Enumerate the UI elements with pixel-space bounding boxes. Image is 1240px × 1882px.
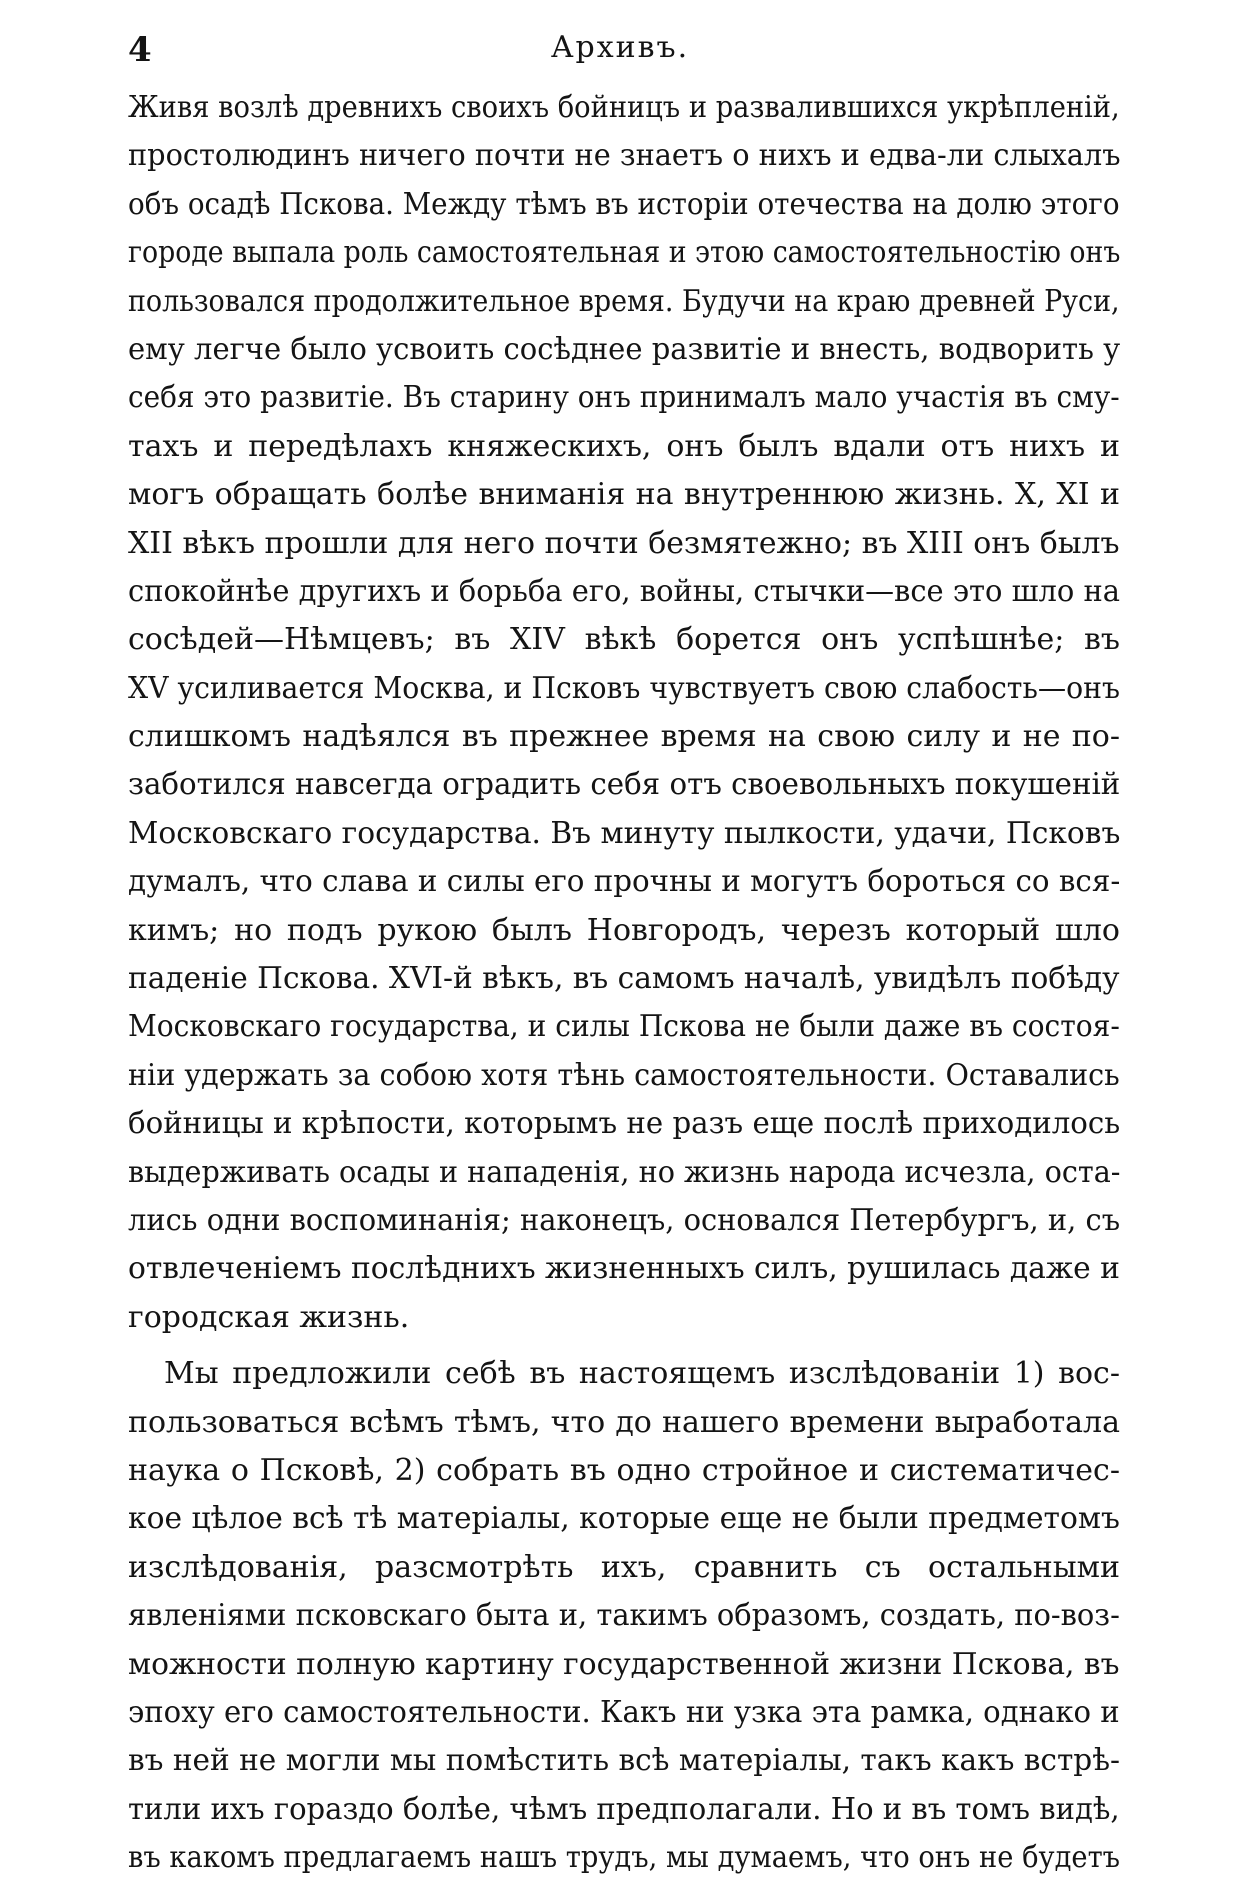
text-line: Живя возлѣ древнихъ своихъ бойницъ и развалившихся укрѣпленій, [128, 90, 1120, 125]
page-number: 4 [128, 30, 152, 70]
text-line: лись одни воспоминанія; наконецъ, основался Петербургъ, и, съ [128, 1202, 1121, 1238]
text-line: въ какомъ предлагаемъ нашъ трудъ, мы думаемъ, что онъ не будетъ [128, 1840, 1121, 1876]
text-line: пользовался продолжительное время. Будучи на краю древней Руси, [128, 283, 1120, 319]
text-line: думалъ, что слава и силы его прочны и могутъ бороться со вся- [128, 864, 1121, 900]
text-line: бойницы и крѣпости, которымъ не разъ еще послѣ приходилось [128, 1106, 1121, 1142]
text-line: изслѣдованія, разсмотрѣть ихъ, сравнить съ остальными [128, 1549, 1120, 1585]
text-line: кое цѣлое всѣ тѣ матеріалы, которые еще не были предметомъ [128, 1501, 1120, 1537]
text-line: городе выпала роль самостоятельная и этою самостоятельностію онъ [128, 235, 1121, 271]
paragraph-1 [128, 84, 1120, 1342]
text-line: Московскаго государства, и силы Пскова не были даже въ состоя- [128, 1009, 1120, 1045]
text-line: простолюдинъ ничего почти не знаетъ о нихъ и едва-ли слыхалъ [128, 138, 1121, 174]
text-line: слишкомъ надѣялся въ прежнее время на свою силу и не по- [128, 719, 1120, 755]
text-line: эпоху его самостоятельности. Какъ ни узка эта рамка, однако и [128, 1694, 1120, 1730]
text-line: паденіе Пскова. XVI-й вѣкъ, въ самомъ началѣ, увидѣлъ побѣду [128, 961, 1120, 997]
text-line: отвлеченіемъ послѣднихъ жизненныхъ силъ, рушилась даже и [128, 1251, 1120, 1287]
text-line: выдерживать осады и нападенія, но жизнь народа исчезла, оста- [128, 1154, 1121, 1190]
text-line: явленіями псковскаго быта и, такимъ образомъ, создать, по-воз- [128, 1598, 1120, 1634]
paragraph-2 [128, 1350, 1120, 1882]
text-line: спокойнѣе другихъ и борьба его, войны, стычки—все это шло на [128, 573, 1121, 609]
text-line: ему легче было усвоить сосѣднее развитіе и внесть, водворить у [128, 331, 1121, 367]
text-line: можности полную картину государственной жизни Пскова, въ [128, 1646, 1120, 1682]
text-line: Мы предложили себѣ въ настоящемъ изслѣдованіи 1) вос- [164, 1356, 1120, 1392]
text-line: городская жизнь. [128, 1299, 410, 1335]
text-line: тили ихъ гораздо болѣе, чѣмъ предполагали. Но и въ томъ видѣ, [128, 1791, 1120, 1827]
text-line: могъ обращать болѣе вниманія на внутреннюю жизнь. X, XI и [128, 477, 1120, 513]
text-line: себя это развитіе. Въ старину онъ принималъ мало участія въ сму- [128, 380, 1120, 416]
text-line: тахъ и передѣлахъ княжескихъ, онъ былъ вдали отъ нихъ и [128, 428, 1120, 464]
running-title: Архивъ. [550, 30, 690, 65]
text-line: XII вѣкъ прошли для него почти безмятежно; въ XIII онъ былъ [128, 525, 1120, 561]
text-line: XV усиливается Москва, и Псковъ чувствуетъ свою слабость—онъ [128, 670, 1120, 706]
text-line: наука о Псковѣ, 2) собрать въ одно стройное и систематичес- [128, 1452, 1120, 1488]
text-line: сосѣдей—Нѣмцевъ; въ XIV вѣкѣ борется онъ успѣшнѣе; въ [128, 622, 1120, 658]
text-line: ніи удержать за собою хотя тѣнь самостоятельности. Оставались [128, 1057, 1120, 1093]
text-line: кимъ; но подъ рукою былъ Новгородъ, черезъ который шло [128, 912, 1120, 948]
text-line: объ осадѣ Пскова. Между тѣмъ въ исторіи отечества на долю этого [128, 186, 1120, 222]
text-line: Московскаго государства. Въ минуту пылкости, удачи, Псковъ [128, 815, 1121, 851]
text-line: пользоваться всѣмъ тѣмъ, что до нашего времени выработала [128, 1404, 1120, 1440]
text-line: въ ней не могли мы помѣстить всѣ матеріалы, такъ какъ встрѣ- [128, 1743, 1121, 1779]
text-line: заботился навсегда оградить себя отъ своевольныхъ покушеній [128, 767, 1121, 803]
body-text [128, 84, 1120, 1882]
